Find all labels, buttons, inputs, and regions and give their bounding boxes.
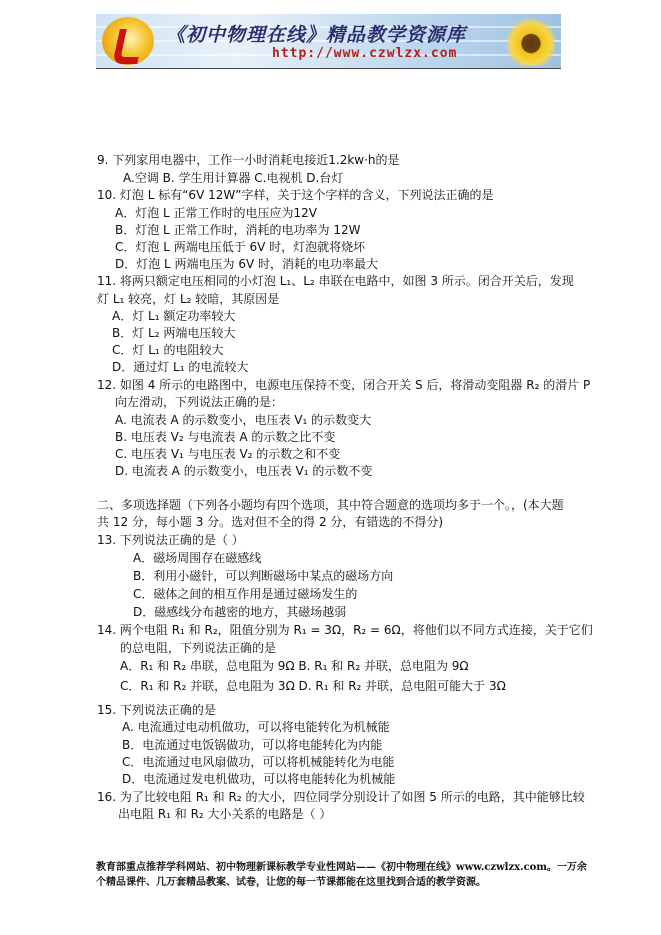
text-line: D．磁感线分布越密的地方，其磁场越弱 <box>133 605 347 619</box>
text-line: D．灯泡 L 两端电压为 6V 时，消耗的电功率最大 <box>115 257 379 271</box>
text-line: D．通过灯 L₁ 的电流较大 <box>112 360 249 374</box>
site-url[interactable]: http://www.czwlzx.com <box>272 46 458 61</box>
text-line: A.空调 B. 学生用计算器 C.电视机 D.台灯 <box>123 171 344 185</box>
text-line: C．电流通过电风扇做功，可以将机械能转化为电能 <box>122 755 395 769</box>
text-line: 的总电阻，下列说法正确的是 <box>120 641 277 655</box>
text-line: 11. 将两只额定电压相同的小灯泡 L₁、L₂ 串联在电路中，如图 3 所示。闭合开关后，发现 <box>97 274 574 288</box>
text-line: A. 电流表 A 的示数变小，电压表 V₁ 的示数变大 <box>115 413 372 427</box>
text-line: B．利用小磁针，可以判断磁场中某点的磁场方向 <box>133 569 394 583</box>
text-line: A．R₁ 和 R₂ 串联，总电阻为 9Ω B. R₁ 和 R₂ 并联，总电阻为 9Ω <box>120 659 469 673</box>
text-line: 9. 下列家用电器中，工作一小时消耗电接近1.2kw·h的是 <box>97 153 400 167</box>
text-line: A．磁场周围存在磁感线 <box>133 551 262 565</box>
text-line: C．R₁ 和 R₂ 并联，总电阻为 3Ω D. R₁ 和 R₂ 并联，总电阻可能大于 3Ω <box>120 679 506 693</box>
footer-line: 个精品课件、几万套精品教案、试卷，让您的每一节课都能在这里找到合适的教学资源。 <box>96 877 486 888</box>
text-line: B．电流通过电饭锅做功，可以将电能转化为内能 <box>122 738 383 752</box>
text-line: A. 电流通过电动机做功，可以将电能转化为机械能 <box>122 720 390 734</box>
text-line: 向左滑动，下列说法正确的是： <box>115 395 284 409</box>
text-line: 灯 L₁ 较亮，灯 L₂ 较暗，其原因是 <box>97 292 280 306</box>
site-title: 《初中物理在线》精品教学资源库 <box>166 24 467 46</box>
text-line: 出电阻 R₁ 和 R₂ 大小关系的电路是（ ） <box>118 807 332 821</box>
header-banner <box>96 14 561 68</box>
text-line: C．灯泡 L 两端电压低于 6V 时，灯泡就将烧坏 <box>115 240 366 254</box>
logo-swoosh <box>112 29 144 64</box>
sunflower-icon <box>507 16 555 66</box>
text-line: 14. 两个电阻 R₁ 和 R₂，阻值分别为 R₁ = 3Ω，R₂ = 6Ω，将他们以不同方式连接，关于它们 <box>97 623 593 637</box>
text-line: 15. 下列说法正确的是 <box>97 703 216 717</box>
text-line: C. 电压表 V₁ 与电压表 V₂ 的示数之和不变 <box>115 447 341 461</box>
text-line: B．灯泡 L 正常工作时，消耗的电功率为 12W <box>115 223 361 237</box>
text-line: 12. 如图 4 所示的电路图中，电源电压保持不变，闭合开关 S 后，将滑动变阻器 R₂ 的滑片 P <box>97 378 591 392</box>
text-line: C．灯 L₁ 的电阻较大 <box>112 343 224 357</box>
header-divider <box>96 68 561 69</box>
text-line: 16. 为了比较电阻 R₁ 和 R₂ 的大小，四位同学分别设计了如图 5 所示的电路，其中能够比较 <box>97 790 585 804</box>
text-line: B．灯 L₂ 两端电压较大 <box>112 326 236 340</box>
text-line: B. 电压表 V₂ 与电流表 A 的示数之比不变 <box>115 430 336 444</box>
text-line: 二、多项选择题（下列各小题均有四个选项，其中符合题意的选项均多于一个。，(本大题 <box>97 498 564 512</box>
text-line: A．灯泡 L 正常工作时的电压应为12V <box>115 206 318 220</box>
site-logo-icon <box>102 17 154 65</box>
text-line: D. 电流表 A 的示数变小，电压表 V₁ 的示数不变 <box>115 464 373 478</box>
text-line: 13. 下列说法正确的是（ ） <box>97 533 244 547</box>
text-line: A．灯 L₁ 额定功率较大 <box>112 309 236 323</box>
text-line: D．电流通过发电机做功，可以将电能转化为机械能 <box>122 772 396 786</box>
text-line: 10. 灯泡 L 标有“6V 12W”字样，关于这个字样的含义，下列说法正确的是 <box>97 188 494 202</box>
text-line: C．磁体之间的相互作用是通过磁场发生的 <box>133 587 358 601</box>
footer-line: 教育部重点推荐学科网站、初中物理新课标教学专业性网站——《初中物理在线》www.czwlzx.com。一万余 <box>96 862 587 873</box>
text-line: 共 12 分，每小题 3 分。选对但不全的得 2 分，有错选的不得分) <box>97 515 444 529</box>
